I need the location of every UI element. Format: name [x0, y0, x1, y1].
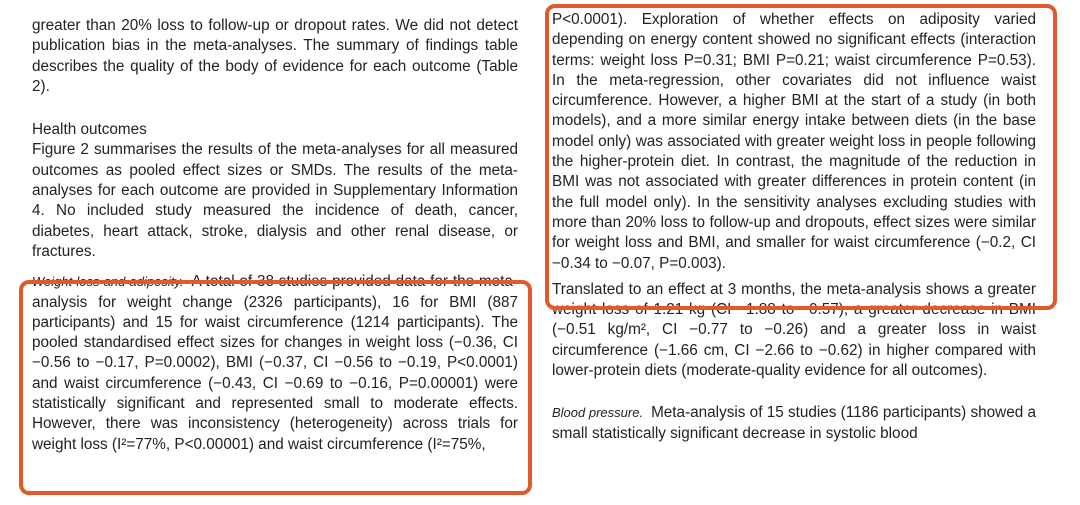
highlight-box-continuation	[545, 4, 1057, 310]
blood-pressure-lead: Blood pressure.	[552, 405, 644, 421]
translation-paragraph: Translated to an effect at 3 months, the meta-analysis shows a greater weight loss of 1.21 kg (CI −1.88 to −0.57), a greater decrease in BMI (−0.51 kg/m², CI −0.77 to −0.26) and a greater loss in waist circumference (−1.66 cm, CI −2.66 to −0.62) in higher compared with lower-protein diets (moderate-quality evidence for all outcomes).	[552, 280, 1036, 380]
blood-pressure-text: Meta-analysis of 15 studies (1186 participants) showed a small statistically significant decrease in systolic blood	[552, 404, 1036, 442]
continuation-paragraph: P<0.0001). Exploration of whether effects on adiposity varied depending on energy content showed no significant effects (interaction terms: weight loss P=0.31; BMI P=0.21; waist circumference P=0.53). In the meta-regression, other covariates did not influence waist circumference. However, a higher BMI at the start of a study (in both models), and a more similar energy intake between diets (in the base model only) was associated with greater weight loss in people following the higher-protein diet. In contrast, the magnitude of the reduction in BMI was not associated with greater differences in protein content (in the full model only). In the sensitivity analyses excluding studies with more than 20% loss to follow-up and dropouts, effect sizes were similar for weight loss and BMI, and smaller for waist circumference (−0.2, CI −0.34 to −0.07, P=0.003).	[552, 11, 1036, 272]
blood-pressure-paragraph	[552, 403, 1036, 444]
weight-loss-lead: Weight loss and adiposity.	[32, 274, 184, 290]
health-outcomes-paragraph: Figure 2 summarises the results of the meta-analyses for all measured outcomes as pooled effect sizes or SMDs. The results of the meta-analyses for each outcome are provided in Supplementary Information 4. No included study measured the incidence of death, cancer, diabetes, heart attack, stroke, dialysis and other renal disease, or fractures.	[32, 141, 518, 260]
highlight-box-weight-loss	[19, 280, 532, 495]
section-heading-health-outcomes: Health outcomes	[32, 121, 147, 139]
weight-loss-text: A total of 38 studies provided data for the meta-analysis for weight change (2326 participants), 16 for BMI (887 participants) and 15 for waist circumference (1214 participants). The pooled standardised effect sizes for changes in weight loss (−0.36, CI −0.56 to −0.17, P=0.0002), BMI (−0.37, CI −0.56 to −0.19, P<0.0001) and waist circumference (−0.43, CI −0.69 to −0.16, P=0.00001) were statistically significant and represented small to moderate effects. However, there was inconsistency (heterogeneity) across trials for weight loss (I²=77%, P<0.00001) and waist circumference (I²=75%,	[32, 273, 518, 453]
intro-paragraph: greater than 20% loss to follow-up or dropout rates. We did not detect publication bias in the meta-analyses. The summary of findings table describes the quality of the body of evidence for each outcome (Table 2).	[32, 17, 518, 95]
